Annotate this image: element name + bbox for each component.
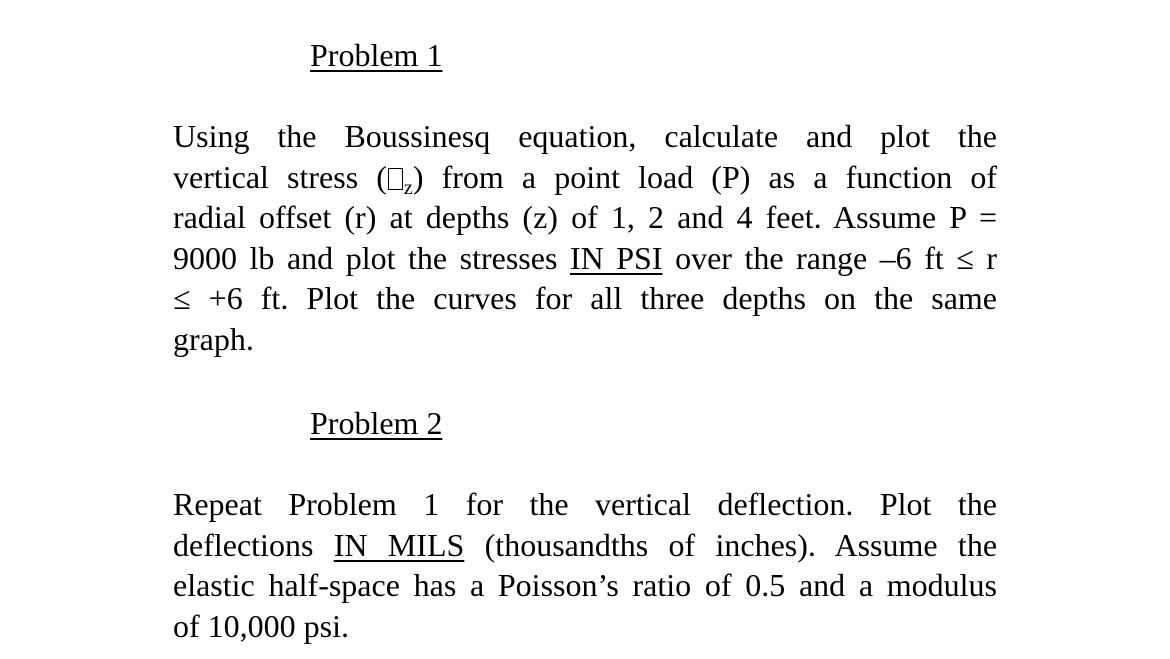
in-psi-underlined: IN PSI	[569, 239, 663, 276]
problem-1-line-3: radial offset (r) at depths (z) of 1, 2 and 4 feet. Assume P =	[173, 199, 997, 235]
thousandths-text: (thousandths of inches). Assume the	[484, 526, 998, 563]
missing-sigma-glyph-icon	[388, 168, 403, 190]
problem-1-heading: Problem 1	[310, 37, 443, 73]
problem-1-line-1: Using the Boussinesq equation, calculate and plot the	[173, 118, 997, 154]
problem-2-line-3: elastic half-space has a Poisson’s ratio of 0.5 and a modulus	[173, 567, 997, 603]
problem-1-line-4	[173, 238, 997, 279]
in-mils-underlined: IN MILS	[333, 526, 465, 563]
deflections-text: deflections	[173, 526, 314, 563]
problem-1-line-5: ≤ +6 ft. Plot the curves for all three depths on the same	[173, 280, 997, 316]
sigma-subscript: z	[403, 176, 413, 199]
problem-2-heading: Problem 2	[310, 405, 443, 441]
point-load-text: ) from a point load (P) as a function of	[412, 158, 997, 195]
problem-2-text	[173, 484, 997, 646]
problem-2-line-2	[173, 525, 997, 566]
problem-2-line-1: Repeat Problem 1 for the vertical deflection. Plot the	[173, 486, 997, 522]
problem-1-text	[173, 116, 997, 359]
problem-1-line-6: graph.	[173, 320, 254, 357]
problem-2-line-4: of 10,000 psi.	[173, 607, 349, 644]
vertical-stress-text: vertical stress (	[173, 158, 387, 195]
problem-1-line-2	[173, 157, 997, 198]
range-text: over the range –6 ft ≤ r	[675, 239, 998, 276]
load-text: 9000 lb and plot the stresses	[173, 239, 558, 276]
